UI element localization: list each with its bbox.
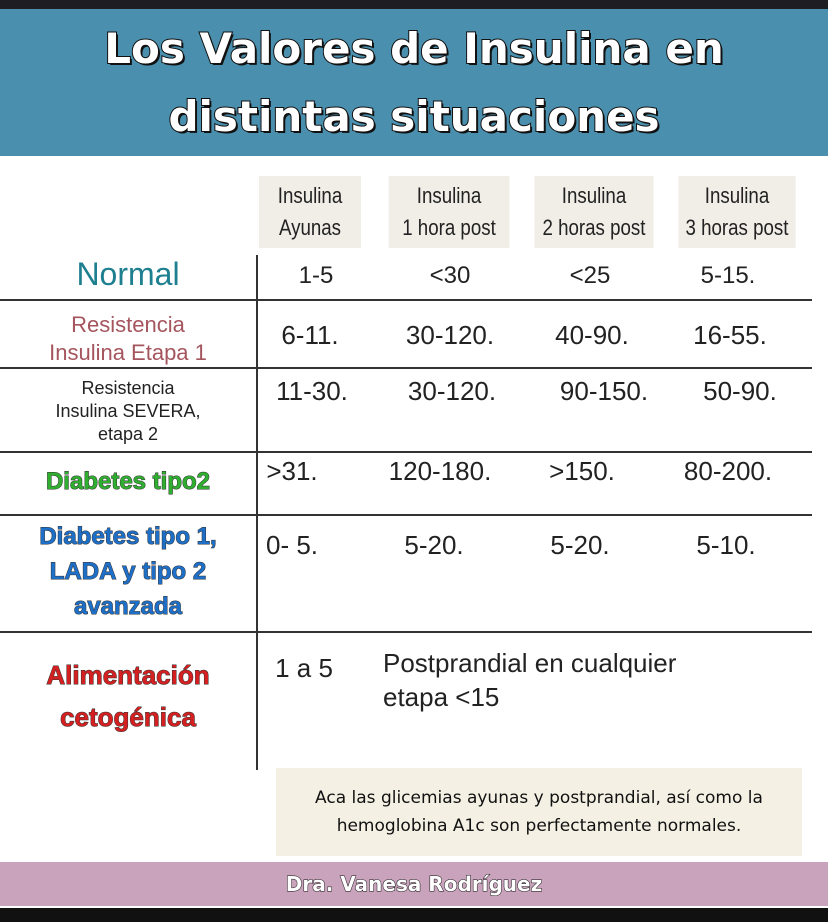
cell-value: 30-120. — [405, 320, 495, 350]
note-line: Postprandial en cualquier — [383, 648, 677, 678]
row-divider — [0, 367, 812, 369]
cell-value: 30-120. — [407, 376, 497, 406]
bottom-bar — [0, 908, 828, 922]
row-divider — [0, 631, 812, 633]
author-footer: Dra. Vanesa Rodríguez — [0, 862, 828, 906]
cell-value: 90-150. — [559, 376, 649, 406]
note-text: Aca las glicemias ayunas y postprandial, así como la hemoglobina A1c son perfectamente normales. — [315, 788, 763, 836]
cell-value: <25 — [569, 262, 611, 289]
title-line-2: distintas situaciones — [168, 92, 660, 141]
header-text: Insulina — [277, 183, 343, 208]
header-text: Insulina — [561, 183, 627, 208]
label-line: Resistencia — [71, 312, 185, 337]
header-2h — [535, 176, 654, 248]
cell-value: 5-10. — [696, 530, 756, 560]
top-bar — [0, 0, 828, 9]
cell-value: 80-200. — [683, 456, 773, 486]
title-line-1: Los Valores de Insulina en — [104, 24, 724, 73]
header-text: 1 hora post — [402, 215, 496, 240]
cell-value: 6-11. — [281, 320, 339, 350]
row-label-cetogenica — [0, 654, 256, 738]
cell-value: 11-30. — [276, 376, 348, 406]
header-text: 3 horas post — [685, 215, 789, 240]
header-3h — [678, 176, 795, 248]
label-line: cetogénica — [60, 702, 196, 732]
cell-value: >150. — [549, 456, 615, 486]
header-text: Ayunas — [278, 215, 342, 240]
cell-value: 5-15. — [700, 262, 756, 289]
row-label-diabetes-1 — [0, 519, 256, 624]
cell-value: 0- 5. — [265, 530, 319, 560]
cell-value: 50-90. — [703, 376, 777, 406]
row-divider — [0, 514, 812, 516]
cell-value: 1-5 — [298, 262, 334, 289]
note-box — [276, 768, 802, 856]
header-text: Insulina — [704, 183, 770, 208]
note-line: etapa <15 — [383, 682, 500, 712]
row-label-resistencia-severa — [0, 377, 256, 446]
label-line: LADA y tipo 2 — [49, 558, 207, 585]
row-label-diabetes-2: Diabetes tipo2 — [45, 468, 211, 495]
label-line: avanzada — [73, 593, 183, 620]
cell-value: 5-20. — [404, 530, 464, 560]
cell-value: 120-180. — [388, 456, 492, 486]
cell-postprandial-note — [383, 646, 676, 714]
cell-value: 40-90. — [555, 320, 629, 350]
label-line: Insulina SEVERA, — [55, 401, 201, 421]
header-text: 2 horas post — [542, 215, 646, 240]
label-line: Diabetes tipo 1, — [39, 523, 217, 550]
label-line: Resistencia — [81, 378, 175, 398]
row-label-normal: Normal — [76, 256, 180, 292]
header-text: Insulina — [416, 183, 482, 208]
cell-value: <30 — [429, 262, 471, 289]
cell-value: 16-55. — [693, 320, 767, 350]
cell-value: 1 a 5 — [275, 653, 333, 683]
row-divider — [0, 299, 812, 301]
row-label-resistencia-1 — [0, 311, 256, 367]
label-line: Insulina Etapa 1 — [49, 340, 207, 365]
header-ayunas — [259, 176, 361, 248]
label-line: etapa 2 — [97, 424, 159, 444]
label-line: Alimentación — [46, 660, 210, 690]
cell-value: 5-20. — [550, 530, 610, 560]
row-divider — [0, 451, 812, 453]
cell-value: >31. — [266, 456, 318, 486]
header-1h — [389, 176, 510, 248]
